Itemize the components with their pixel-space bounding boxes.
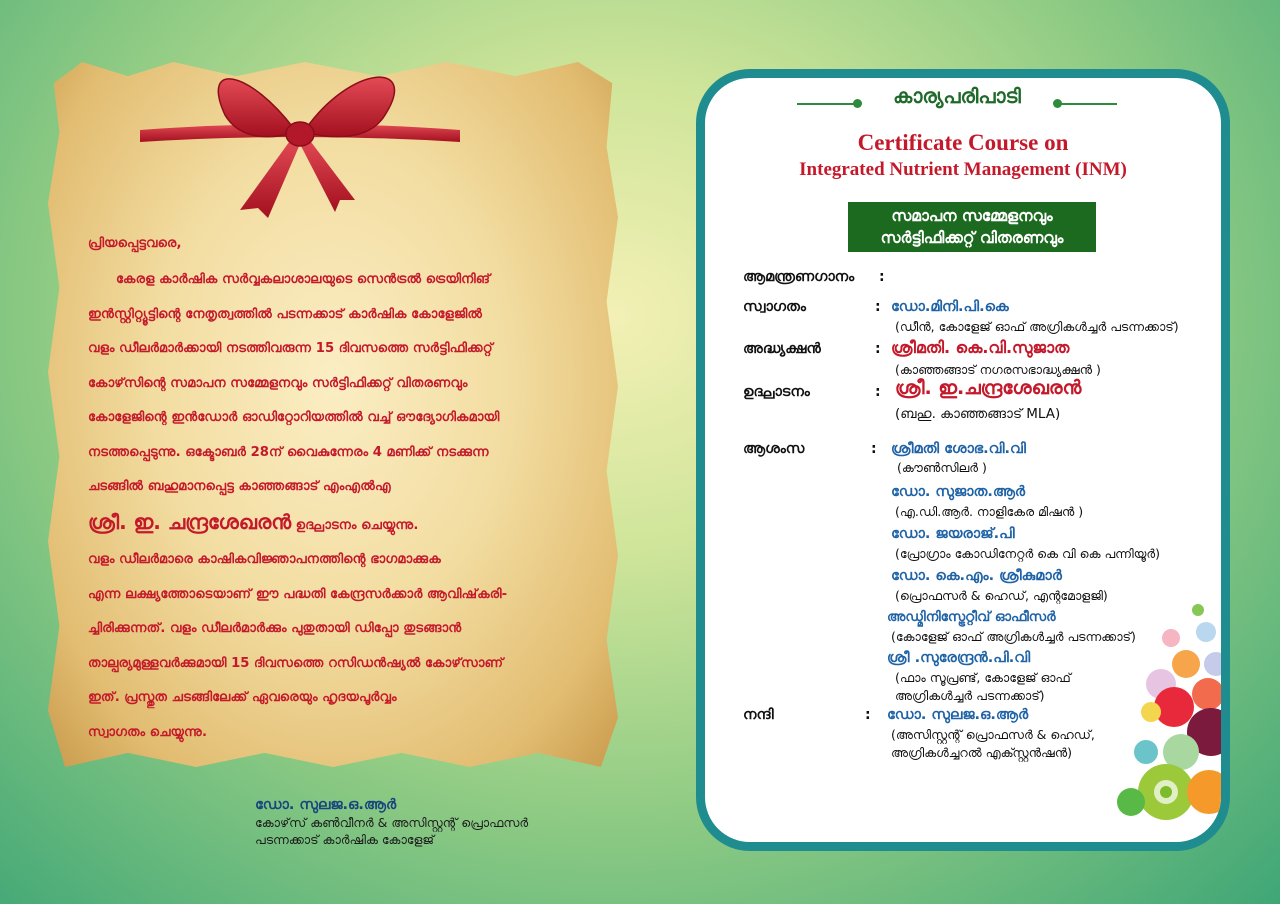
felicitation-name: ഡോ. ജയരാജ്.പി: [891, 526, 1015, 542]
course-title-line1: Certificate Course on: [857, 130, 1069, 155]
president-desc: (കാഞ്ഞങ്ങാട് നഗരസഭാദ്ധ്യക്ഷൻ ): [895, 362, 1101, 377]
colon: :: [871, 441, 877, 457]
colon: :: [875, 384, 881, 400]
inauguration-label: ഉദ്ഘാടനം: [743, 384, 810, 400]
felicitation-desc: (എ.ഡി.ആർ. നാളികേര മിഷൻ ): [895, 504, 1084, 519]
felicitation-name: ഡോ. കെ.എം. ശ്രീകുമാർ: [891, 568, 1062, 584]
welcome-desc: (ഡീൻ, കോളേജ് ഓഫ് അഗ്രികൾച്ചർ പടന്നക്കാട്): [895, 319, 1179, 334]
letter-line: കോളേജിന്റെ ഇൻഡോർ ഓഡിറ്റോറിയത്തിൽ വച്ച് ഔദ്യോഗികമായി: [88, 410, 500, 425]
thanks-label: നന്ദി: [743, 707, 774, 723]
event-banner: [848, 202, 1096, 252]
felicitation-label: ആശംസ: [743, 441, 805, 457]
letter-line: നടത്തപ്പെടുന്നു. ഒക്ടോബർ 28ന് വൈകുന്നേരം 4 മണിക്ക് നടക്കുന്ന: [88, 444, 489, 460]
banner-line2: സർട്ടിഫിക്കറ്റ് വിതരണവും: [880, 229, 1064, 247]
signature-college: പടന്നക്കാട് കാർഷിക കോളേജ്: [255, 832, 435, 847]
program-card: [696, 69, 1230, 851]
felicitation-desc: (ഫാം സൂപ്രണ്ട്, കോളേജ് ഓഫ്: [895, 670, 1071, 685]
letter-line: ഇൻസ്റ്റിറ്റ്യൂട്ടിന്റെ നേതൃത്വത്തിൽ പടന്നക്കാട് കാർഷിക കോളേജിൽ: [88, 306, 483, 322]
letter-line: കോഴ്‌സിന്റെ സമാപന സമ്മേളനവും സർട്ടിഫിക്കറ്റ് വിതരണവും: [88, 375, 468, 391]
welcome-label: സ്വാഗതം: [743, 299, 806, 315]
felicitation-name: അഡ്മിനിസ്ട്രേറ്റീവ് ഓഫീസർ: [887, 609, 1056, 625]
colon: :: [879, 269, 885, 285]
felicitation-name: ഡോ. സുജാത.ആർ: [891, 484, 1026, 500]
heading-rule-right: [1059, 103, 1117, 105]
letter-line: എന്ന ലക്ഷ്യത്തോടെയാണ് ഈ പദ്ധതി കേന്ദ്രസർക്കാർ ആവിഷ്‌കരി-: [88, 586, 508, 602]
letter-line: സ്വാഗതം ചെയ്യുന്നു.: [88, 724, 208, 740]
letter-line: ചടങ്ങിൽ ബഹുമാനപ്പെട്ട കാഞ്ഞങ്ങാട് എംഎൽഎ: [88, 479, 391, 494]
letter-line: കേരള കാർഷിക സർവ്വകലാശാലയുടെ സെൻട്രൽ ട്രെയിനിങ്: [116, 272, 491, 287]
program-title: കാര്യപരിപാടി: [893, 84, 1021, 108]
signature-name: ഡോ. സുലജ.ഒ.ആർ: [255, 797, 397, 813]
thanks-desc: അഗ്രികൾച്ചറൽ എക്സ്റ്റൻഷൻ): [891, 745, 1073, 760]
banner-line1: സമാപന സമ്മേളനവും: [891, 207, 1053, 225]
letter-line-highlight: ശ്രീ. ഇ. ചന്ദ്രശേഖരൻ ഉദ്ഘാടനം ചെയ്യുന്നു.: [88, 509, 419, 534]
letter-line: താല്പര്യമുള്ളവർക്കുമായി 15 ദിവസത്തെ റസിഡൻഷ്യൽ കോഴ്‌സാണ്: [88, 655, 504, 671]
president-name: ശ്രീമതി. കെ.വി.സുജാത: [891, 338, 1070, 357]
signature-designation: കോഴ്‌സ് കൺവീനർ & അസിസ്റ്റന്റ് പ്രൊഫസർ: [255, 815, 529, 830]
letter-line: ച്ചിരിക്കുന്നത്. വളം ഡീലർമാർക്കും പുതുതായി ഡിപ്പോ തുടങ്ങാൻ: [88, 621, 462, 636]
colon: :: [865, 707, 871, 723]
invocation-label: ആമന്ത്രണഗാനം: [743, 269, 855, 285]
welcome-name: ഡോ.മിനി.പി.കെ: [891, 299, 1009, 315]
letter-line: വളം ഡീലർമാർക്കായി നടത്തിവരുന്ന 15 ദിവസത്തെ സർട്ടിഫിക്കറ്റ്: [88, 341, 493, 356]
inauguration-name: ശ്രീ. ഇ.ചന്ദ്രശേഖരൻ: [895, 377, 1082, 399]
letter-body: [88, 236, 588, 750]
colon: :: [875, 341, 881, 357]
chief-guest-name: ശ്രീ. ഇ. ചന്ദ്രശേഖരൻ: [88, 509, 292, 534]
program-heading: [797, 84, 1117, 118]
inauguration-desc: (ബഹു. കാഞ്ഞങ്ങാട് MLA): [895, 406, 1061, 422]
felicitation-desc: അഗ്രികൾച്ചർ പടന്നക്കാട്): [895, 688, 1045, 703]
signature-block: [255, 797, 528, 848]
felicitation-desc: (പ്രൊഫസർ & ഹെഡ്, എന്റമോളജി): [895, 588, 1108, 603]
president-label: അദ്ധ്യക്ഷൻ: [743, 341, 821, 357]
felicitation-name: ശ്രീ .സുരേന്ദ്രൻ.പി.വി: [887, 650, 1031, 666]
thanks-desc: (അസിസ്റ്റന്റ് പ്രൊഫസർ & ഹെഡ്,: [891, 727, 1095, 742]
felicitation-desc: (പ്രോഗ്രാം കോഡിനേറ്റർ കെ വി കെ പന്നിയൂർ): [895, 546, 1161, 561]
felicitation-desc: (കൗൺസിലർ ): [897, 460, 987, 475]
thanks-name: ഡോ. സുലജ.ഒ.ആർ: [887, 707, 1029, 723]
decorative-bubbles-icon: [1071, 602, 1221, 842]
course-title-line2: Integrated Nutrient Management (INM): [799, 159, 1127, 180]
felicitation-name: ശ്രീമതി ശോഭ.വി.വി: [891, 441, 1026, 457]
letter-line: വളം ഡീലർമാരെ കാഷികവിജ്ഞാപനത്തിന്റെ ഭാഗമാക്കുക: [88, 552, 441, 567]
ribbon-bow-icon: [130, 60, 470, 220]
letter-line: ഇത്. പ്രസ്തുത ചടങ്ങിലേക്ക് ഏവരെയും ഹൃദയപൂർവ്വം: [88, 690, 397, 705]
colon: :: [875, 299, 881, 315]
letter-salutation: പ്രിയപ്പെട്ടവരെ,: [88, 236, 182, 251]
felicitation-desc: (കോളേജ് ഓഫ് അഗ്രികൾച്ചർ പടന്നക്കാട്): [891, 629, 1136, 644]
